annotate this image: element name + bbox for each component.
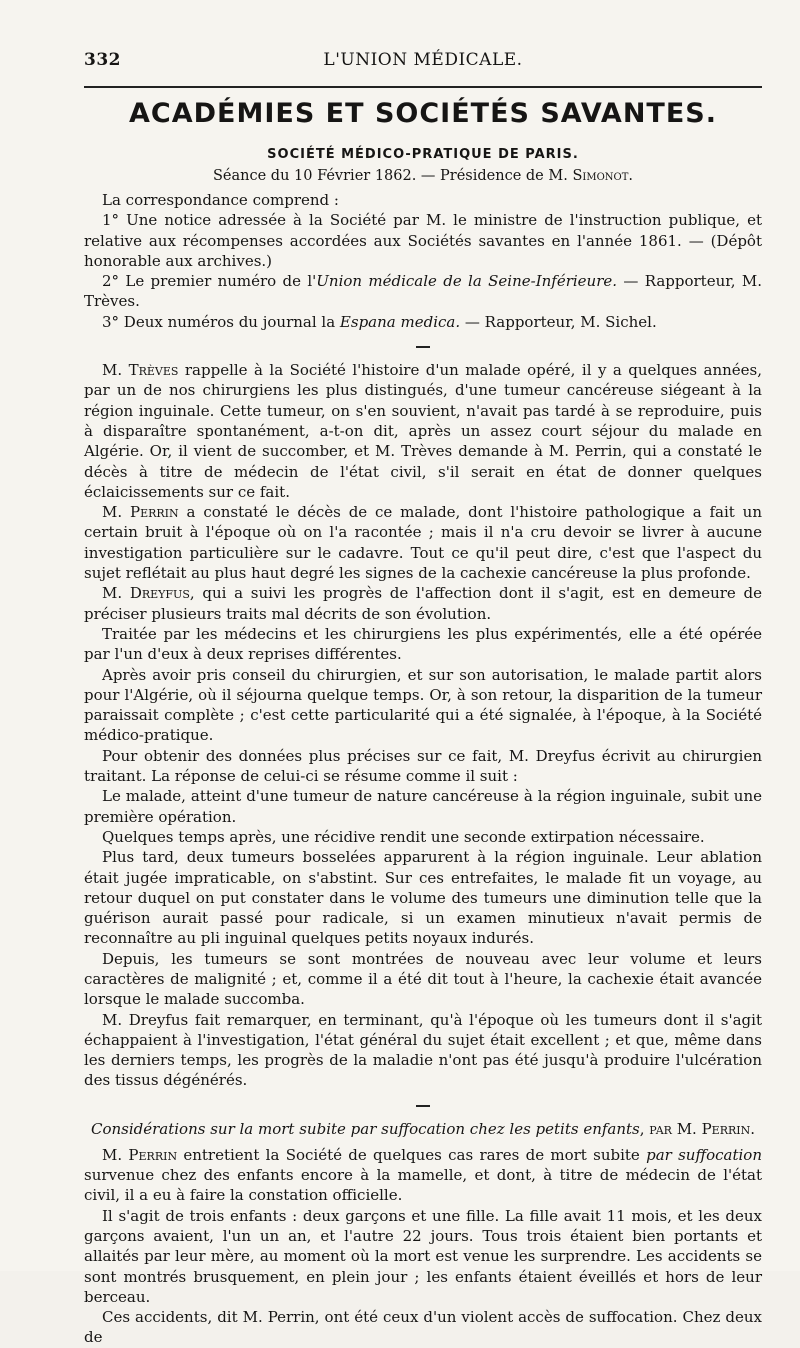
paragraph: Depuis, les tumeurs se sont montrées de nouveau avec leur volume et leurs caractères de malignité ; et, comme il a été dit tout à l'heure, la cachexie était avancée lorsque le malade succomba. [84, 949, 762, 1009]
paragraph-text: rappelle à la Société l'histoire d'un malade opéré, il y a quelques années, par un de nos chirurgiens les plus distingués, d'une tumeur cancéreuse siégeant à la région inguinale. Cette tumeur, on s'en souvient, n'avait pas tardé à se reproduire, puis à disparaître spontanément, a-t-on dit, après un assez court séjour du malade en Algérie. Or, il vient de succomber, et M. Trèves demande à M. Perrin, qui a constaté le décès à titre de médecin de l'état civil, s'il serait en état de donner quelques éclaicissements sur ce fait. [84, 361, 762, 501]
speaker-name: M. Perrin [102, 1145, 178, 1164]
speaker-name: M. Trèves [102, 361, 179, 380]
paragraph: Traitée par les médecins et les chirurgiens les plus expérimentés, elle a été opérée par l'un d'eux à deux reprises différentes. [84, 624, 762, 664]
paragraph: Ces accidents, dit M. Perrin, ont été ceux d'un violent accès de suffocation. Chez deux de [84, 1308, 762, 1347]
journal-title: L'UNION MÉDICALE. [323, 50, 523, 70]
session-president: Simonot. [572, 168, 634, 184]
paragraph-perrin [84, 502, 762, 583]
speaker-name: M. Perrin [102, 503, 179, 522]
session-prefix: Séance du 10 Février 1862. — Présidence de M. [212, 168, 573, 184]
session-line [84, 168, 762, 184]
paragraph-text: , qui a suivi les progrès de l'affection dont il s'agit, est en demeure de préciser plusieurs traits mal décrits de son évolution. [84, 584, 762, 623]
page-content [84, 44, 762, 1348]
item3-prefix: 3° Deux numéros du journal la [102, 312, 340, 331]
paragraph: Après avoir pris conseil du chirurgien, et sur son autorisation, le malade partit alors pour l'Algérie, où il séjourna quelque temps. Or, à son retour, la disparition de la tumeur paraissait complète ; c'est cette particularité qui a été signalée, à l'époque, à la Société médico-pratique. [84, 665, 762, 745]
speaker-name: M. Dreyfus [102, 584, 190, 603]
item3-journal: Espana medica. [339, 312, 461, 331]
separator-dash [416, 1105, 430, 1107]
paragraph: Il s'agit de trois enfants : deux garçons et une fille. La fille avait 11 mois, et les deux garçons avaient, l'un un an, et l'autre 22 jours. Tous trois étaient bien portants et allaités par leur mère, au moment où la mort est venue les surprendre. Les accidents se sont montrés brusquement, en plein jour ; les enfants étaient éveillés et hors de leur berceau. [84, 1206, 762, 1306]
correspondence-item-2 [84, 271, 762, 312]
item2-journal: Union médicale de la Seine-Inférieure. [316, 272, 618, 291]
correspondence-intro: La correspondance comprend : [102, 191, 339, 209]
paragraph: Quelques temps après, une récidive rendit une seconde extirpation nécessaire. [102, 827, 705, 846]
paragraph: M. Dreyfus fait remarquer, en terminant, qu'à l'époque où les tumeurs dont il s'agit échappaient à l'investigation, l'état général du sujet était excellent ; et que, même dans les derniers temps, les progrès de la maladie n'ont pas été jusqu'à produire l'ulcération des tissus dégénérés. [84, 1010, 762, 1090]
emphasis: par suffocation [646, 1145, 762, 1164]
section-title: ACADÉMIES ET SOCIÉTÉS SAVANTES. [129, 98, 717, 129]
paragraph: Le malade, atteint d'une tumeur de nature cancéreuse à la région inguinale, subit une première opération. [84, 787, 762, 826]
running-header [84, 44, 762, 78]
item3-suffix: — Rapporteur, M. Sichel. [460, 312, 657, 331]
subsection-author: , par M. Perrin. [639, 1119, 756, 1138]
paragraph-text: survenue chez des enfants encore à la mamelle, et dont, à titre de médecin de l'état civil, il a eu à faire la constation officielle. [84, 1166, 762, 1205]
correspondence-item-3 [84, 312, 762, 332]
paragraph-text: a constaté le décès de ce malade, dont l'histoire pathologique a fait un certain bruit à l'époque où on l'a racontée ; mais il n'a cru devoir se livrer à aucune investigation particulière sur le cadavre. Tout ce qu'il peut dire, c'est que l'aspect du sujet reflétait au plus haut degré les signes de la cachexie cancéreuse la plus profonde. [84, 503, 762, 583]
subsection-heading [84, 1119, 762, 1139]
paragraph: Plus tard, deux tumeurs bosselées apparurent à la région inguinale. Leur ablation était jugée impraticable, on s'abstint. Sur ces entrefaites, le malade fit un voyage, au retour duquel on put constater dans le volume des tumeurs une diminution telle que la guérison aurait passé pour radicale, si un examen minutieux n'avait permis de reconnaître au pli inguinal quelques petits noyaux indurés. [84, 848, 762, 948]
paragraph: Pour obtenir des données plus précises sur ce fait, M. Dreyfus écrivit au chirurgien traitant. La réponse de celui-ci se résume comme il suit : [84, 746, 762, 786]
item2-suffix: — Rapporteur, M. Trèves. [84, 272, 762, 311]
paragraph-text: entretient la Société de quelques cas rares de mort subite [177, 1145, 647, 1164]
page-number: 332 [84, 50, 121, 70]
separator-dash [416, 346, 430, 348]
paragraph-treves [84, 360, 762, 502]
paragraph-perrin-2 [84, 1145, 762, 1206]
subsection-title: Considérations sur la mort subite par suffocation chez les petits enfants [90, 1119, 640, 1138]
item2-prefix: 2° Le premier numéro de l' [102, 272, 317, 291]
correspondence-item-1: 1° Une notice adressée à la Société par M. le ministre de l'instruction publique, et relative aux récompenses accordées aux Sociétés savantes en l'année 1861. — (Dépôt honorable aux archives.) [84, 211, 762, 270]
society-name: SOCIÉTÉ MÉDICO-PRATIQUE DE PARIS. [267, 147, 579, 162]
paragraph-dreyfus [84, 583, 762, 624]
header-rule [84, 86, 762, 88]
